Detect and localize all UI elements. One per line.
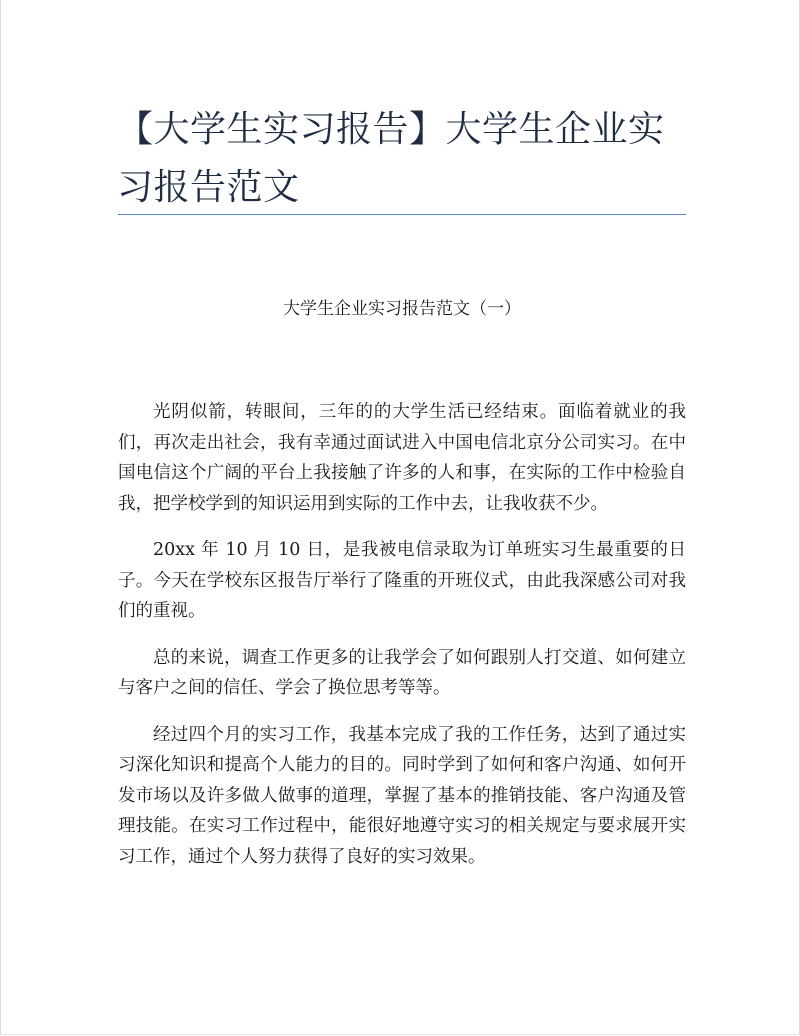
title-divider: [118, 214, 686, 215]
paragraph: 总的来说，调查工作更多的让我学会了如何跟别人打交道、如何建立与客户之间的信任、学会了换位思考等等。: [118, 647, 686, 698]
body-text: [118, 397, 686, 888]
paragraph: 20xx 年 10 月 10 日，是我被电信录取为订单班实习生最重要的日子。今天在学校东区报告厅举行了隆重的开班仪式，由此我深感公司对我们的重视。: [118, 540, 686, 621]
paragraph: 经过四个月的实习工作，我基本完成了我的工作任务，达到了通过实习深化知识和提高个人能力的目的。同时学到了如何和客户沟通、如何开发市场以及许多做人做事的道理，掌握了基本的推销技能、客户沟通及管理技能。在实习工作过程中，能很好地遵守实习的相关规定与要求展开实习工作，通过个人努力获得了良好的实习效果。: [118, 724, 686, 867]
document-title: 【大学生实习报告】大学生企业实习报告范文: [117, 109, 665, 208]
section-heading: 大学生企业实习报告范文（一）: [283, 299, 521, 319]
paragraph: 光阴似箭，转眼间，三年的的大学生活已经结束。面临着就业的我们，再次走出社会，我有幸通过面试进入中国电信北京分公司实习。在中国电信这个广阔的平台上我接触了许多的人和事，在实际的工作中检验自我，把学校学到的知识运用到实际的工作中去，让我收获不少。: [118, 402, 686, 514]
